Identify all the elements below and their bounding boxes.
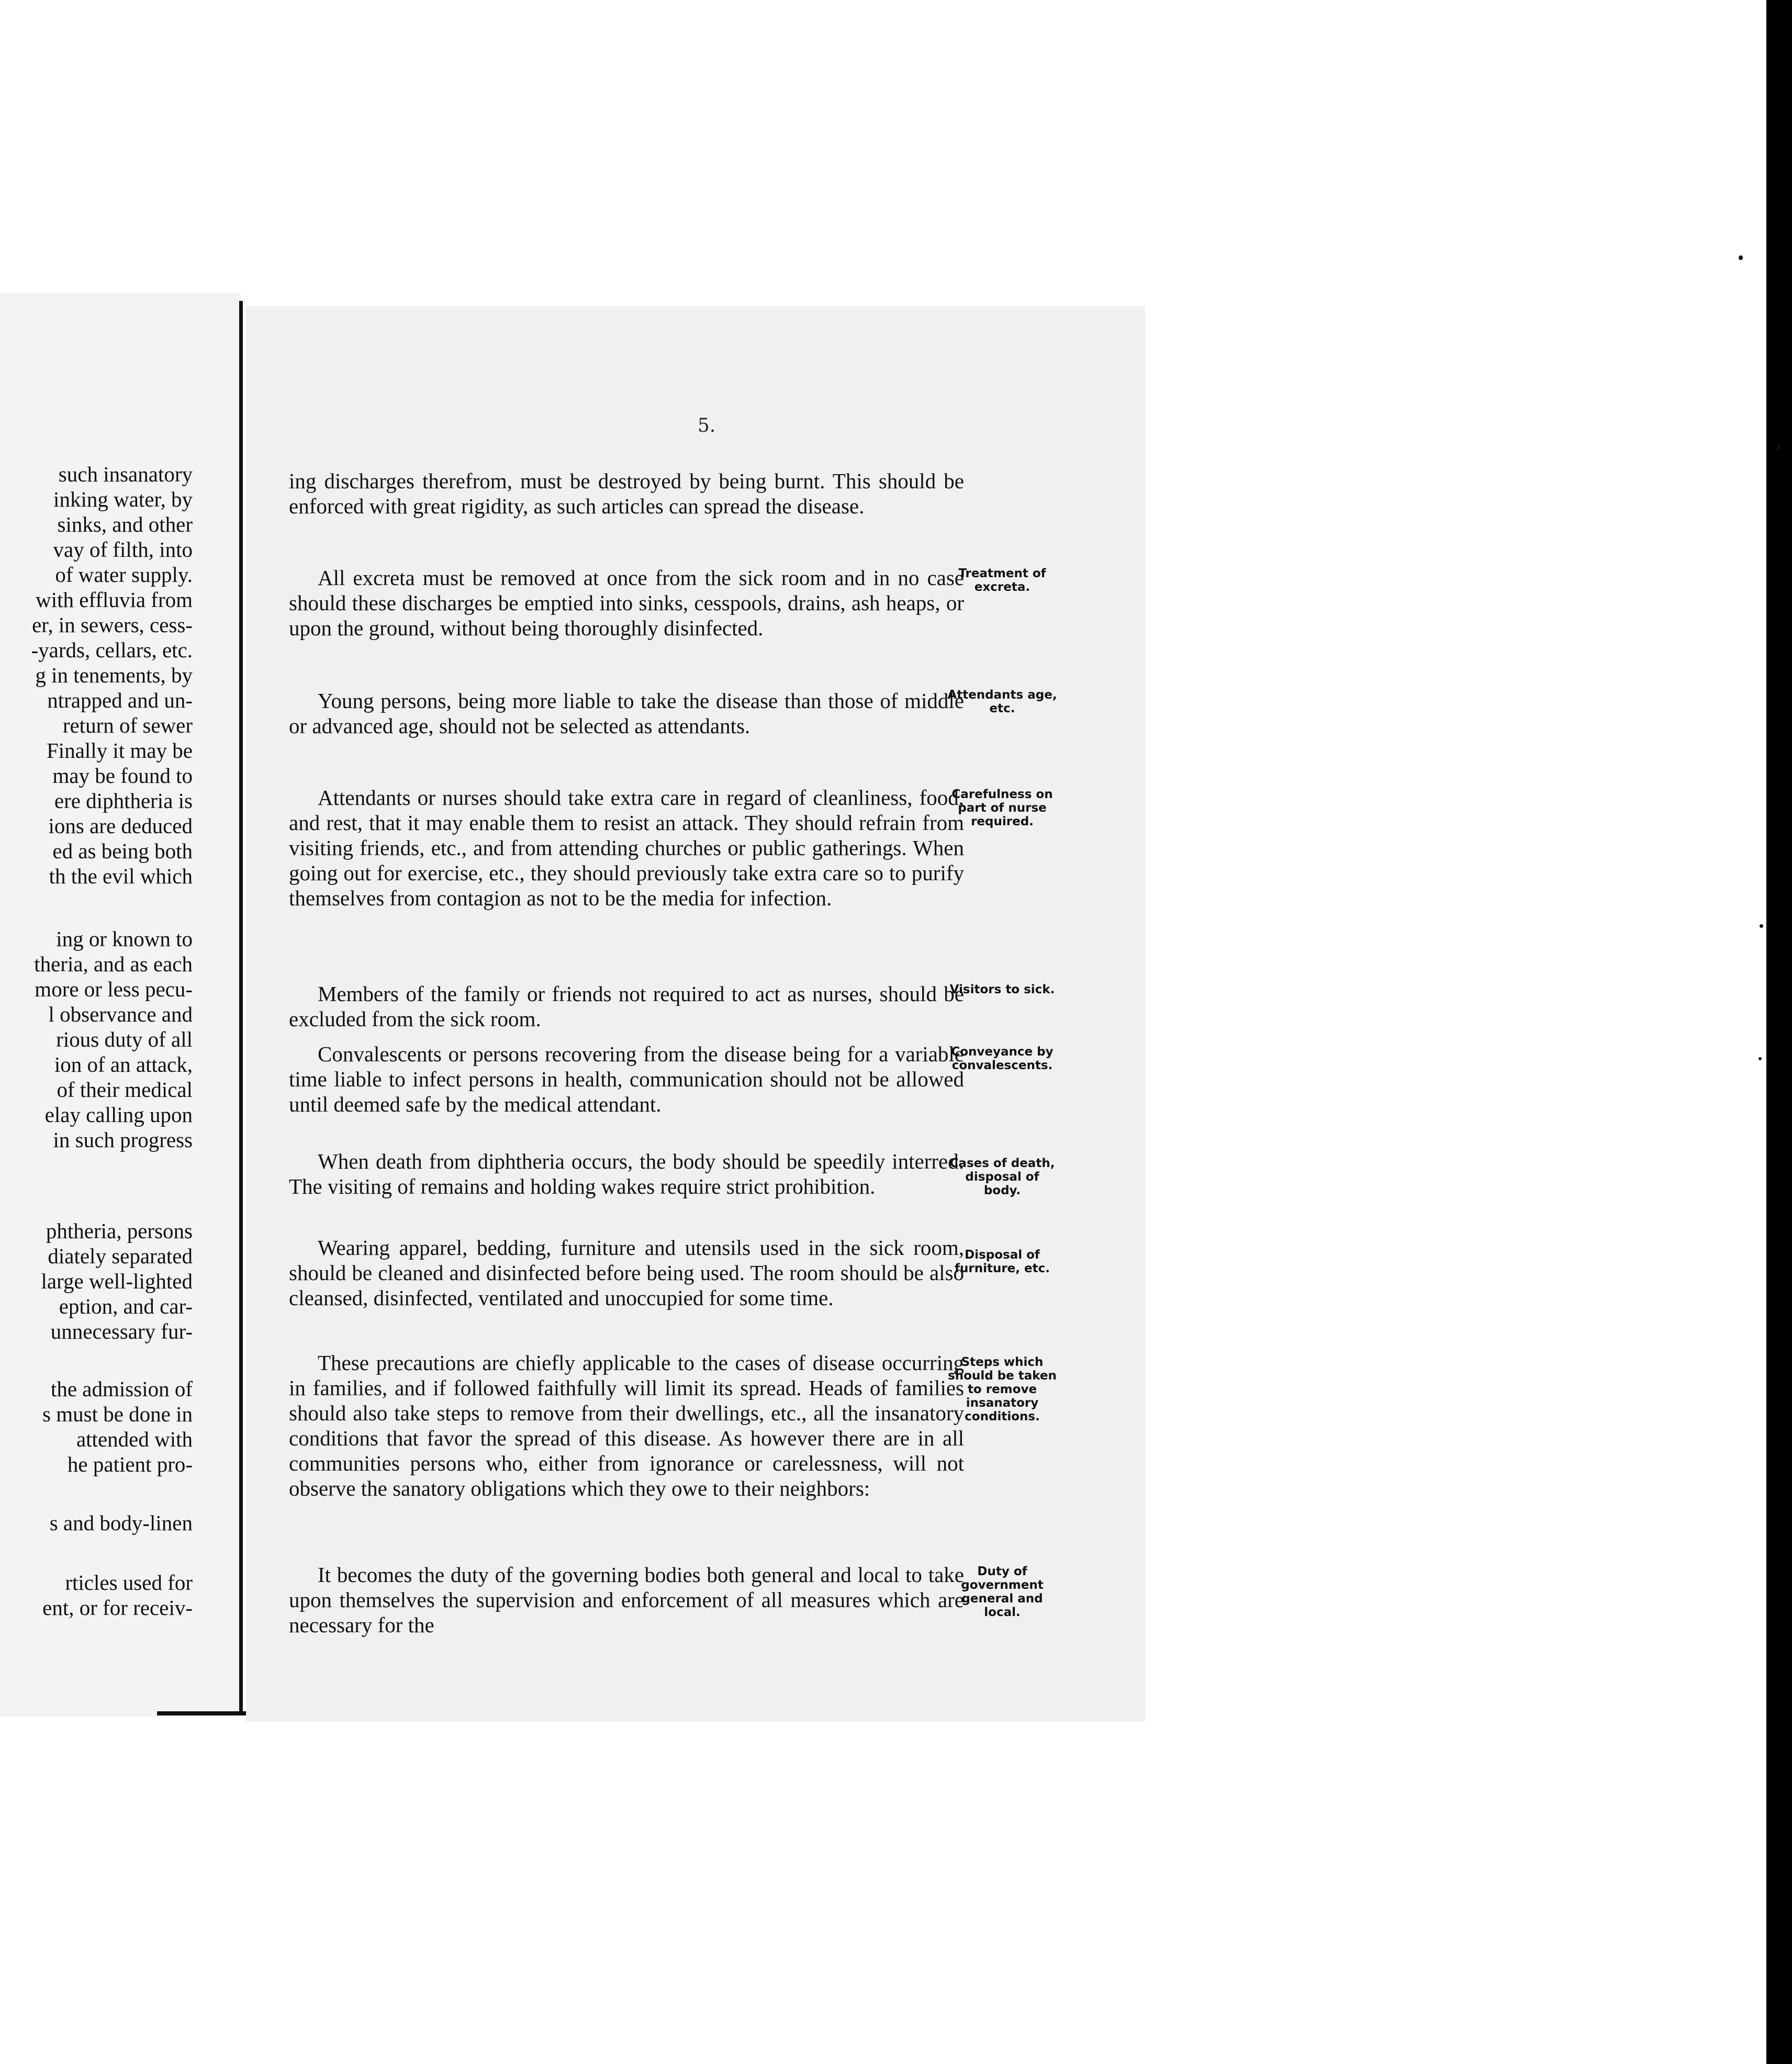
margin-note-insanatory: Steps which should be taken to remove insanatory conditions.: [948, 1355, 1057, 1423]
left-page-line: more or less pecu-: [35, 977, 193, 1001]
paragraph-1: ing discharges therefrom, must be destroyed by being burnt. This should be enforced with great rigidity, as such articles can spread the disease.: [289, 469, 964, 518]
left-page-line: th the evil which: [49, 864, 193, 888]
left-page-line: rious duty of all: [56, 1027, 193, 1051]
left-page-line: Finally it may be: [47, 738, 193, 762]
left-page-line: s and body-linen: [49, 1511, 193, 1535]
left-page-line: sinks, and other: [57, 512, 193, 536]
paragraph-7: When death from diphtheria occurs, the body should be speedily interred. The visiting of remains and holding wakes require strict prohibition.: [289, 1149, 964, 1198]
left-page-line: ntrapped and un-: [47, 688, 193, 712]
margin-note-death: Cases of death, disposal of body.: [949, 1157, 1055, 1197]
left-page-line: with effluvia from: [36, 588, 193, 612]
left-page-line: such insanatory: [58, 462, 193, 486]
left-page-line: ions are deduced: [48, 814, 193, 838]
left-page-line: g in tenements, by: [35, 663, 193, 687]
left-page-line: may be found to: [52, 764, 193, 788]
paragraph-5: Members of the family or friends not required to act as nurses, should be excluded from the sick room.: [289, 982, 964, 1031]
margin-note-conveyance: Conveyance by convalescents.: [951, 1045, 1054, 1072]
left-page-line: ed as being both: [52, 839, 193, 863]
left-page-edge: [0, 293, 241, 1717]
left-page-line: s must be done in: [42, 1402, 193, 1426]
right-page: [246, 306, 1145, 1722]
paragraph-4: Attendants or nurses should take extra care in regard of cleanliness, food, and rest, that it may enable them to resist an attack. They should refrain from visiting friends, etc., and from attending churches or public gatherings. When going out for exercise, etc., they should previously take extra care so to purify themselves from contagion as not to be the media for infection.: [289, 786, 964, 910]
left-page-line: ere diphtheria is: [54, 789, 193, 813]
paragraph-10: It becomes the duty of the governing bodies both general and local to take upon themselves the supervision and enforcement of all measures which are necessary for the: [289, 1563, 964, 1637]
margin-note-government: Duty of government general and local.: [961, 1565, 1044, 1619]
left-page-line: inking water, by: [53, 487, 193, 511]
margin-note-nurse-care: Carefulness on part of nurse required.: [951, 788, 1053, 828]
scan-speck: [1739, 255, 1743, 260]
left-page-line: ion of an attack,: [54, 1052, 193, 1076]
left-page-line: attended with: [76, 1427, 193, 1451]
scan-speck: [1777, 444, 1780, 450]
left-page-line: the admission of: [50, 1377, 193, 1401]
paragraph-9: These precautions are chiefly applicable to the cases of disease occurring in families, and if followed faithfully will limit its spread. Heads of families should also take steps to remove from their dwellings, etc., all the insanatory conditions that favor the spread of this disease. As however there are in all communities persons who, either from ignorance or carelessness, will not observe the sanatory obligations which they owe to their neighbors:: [289, 1351, 964, 1500]
left-page-line: eption, and car-: [59, 1294, 193, 1318]
scan-speck: [1759, 1057, 1762, 1060]
paragraph-3: Young persons, being more liable to take the disease than those of middle or advanced age, should not be selected as attendants.: [289, 689, 964, 738]
paragraph-2: All excreta must be removed at once from the sick room and in no case should these discharges be emptied into sinks, cesspools, drains, ash heaps, or upon the ground, without being thoroughly disinfected.: [289, 566, 964, 640]
left-page-line: of water supply.: [55, 563, 193, 587]
paragraph-6: Convalescents or persons recovering from the disease being for a variable time liable to infect persons in health, communication should not be allowed until deemed safe by the medical attendant.: [289, 1042, 964, 1116]
left-page-line: diately separated: [48, 1244, 193, 1268]
left-page-line: unnecessary fur-: [50, 1319, 193, 1343]
left-page-line: ing or known to: [56, 927, 193, 951]
left-page-line: elay calling upon: [44, 1103, 193, 1127]
left-page-line: return of sewer: [62, 713, 193, 737]
scan-speck: [1760, 924, 1763, 928]
left-page-line: vay of filth, into: [53, 537, 193, 562]
paragraph-8: Wearing apparel, bedding, furniture and utensils used in the sick room, should be cleaned and disinfected before being used. The room should be also cleansed, disinfected, ventilated and unoccupied for some time.: [289, 1236, 964, 1310]
scan-glare: [1683, 1570, 1701, 1601]
left-page-line: phtheria, persons: [46, 1219, 193, 1243]
left-page-line: he patient pro-: [67, 1452, 193, 1476]
margin-note-excreta: Treatment of excreta.: [958, 567, 1046, 594]
left-page-line: rticles used for: [65, 1571, 193, 1595]
margin-note-attendants-age: Attendants age, etc.: [947, 688, 1057, 715]
page-number: 5.: [697, 415, 716, 436]
margin-note-visitors: Visitors to sick.: [949, 983, 1055, 996]
left-page-line: -yards, cellars, etc.: [31, 638, 193, 662]
left-page-line: large well-lighted: [41, 1269, 193, 1293]
left-page-line: ent, or for receiv-: [42, 1596, 193, 1620]
left-page-line: in such progress: [53, 1128, 193, 1152]
margin-note-furniture: Disposal of furniture, etc.: [954, 1248, 1050, 1275]
left-page-line: of their medical: [57, 1078, 193, 1102]
left-page-line: theria, and as each: [34, 952, 193, 976]
binding-gutter-line: [239, 301, 243, 1715]
left-page-line: er, in sewers, cess-: [32, 613, 193, 637]
left-page-line: l observance and: [48, 1002, 193, 1026]
